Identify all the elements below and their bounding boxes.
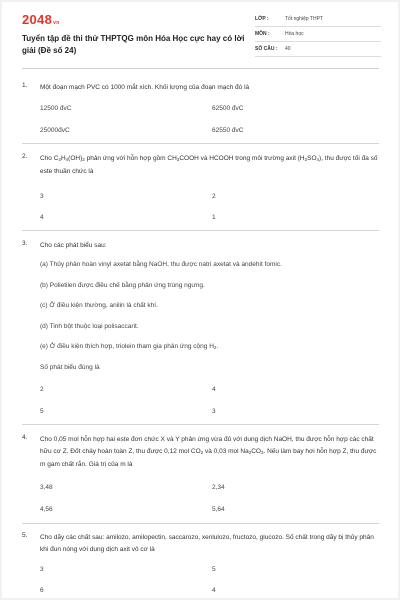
answer-option[interactable]: 4,56 — [40, 506, 53, 513]
question-divider — [22, 143, 379, 144]
exam-meta-table — [255, 12, 381, 57]
answer-option[interactable]: 62550 đvC — [212, 127, 244, 134]
answer-option[interactable]: 2 — [40, 386, 44, 393]
answer-option[interactable]: 5 — [40, 408, 44, 415]
question-text: Cho dãy các chất sau: amilozo, amilopectin, saccarozo, xenlulozo, fructozo, glucozo. Số chất trong dãy bị thủy phân khi đun nóng với dung dịch axit vô cơ là — [40, 534, 374, 553]
page-title: Tuyển tập đề thi thử THPTQG môn Hóa Học cực hay có lời giải (Đề số 24) — [22, 34, 245, 55]
question-divider — [22, 523, 379, 524]
answer-option[interactable]: 2 — [212, 193, 216, 200]
statement-a: (a) Thủy phân hoàn vinyl axetat bằng NaOH, thu được natri axetat và andehit fomic. — [40, 261, 282, 268]
question-number: 1. — [22, 82, 28, 89]
header-divider — [22, 68, 379, 69]
site-logo[interactable]: 2048vn — [22, 12, 60, 27]
meta-row-grade — [255, 12, 381, 27]
answer-option[interactable]: 25000đvC — [40, 127, 70, 134]
meta-value-subject: Hóa học — [285, 31, 304, 37]
answer-option[interactable]: 3 — [40, 193, 44, 200]
answer-option[interactable]: 3 — [40, 566, 44, 573]
question-text: Cho 0,05 mol hỗn hợp hai este đơn chức X và Y phản ứng vừa đủ với dung dịch NaOH, thu được hỗn hợp các chất hữu cơ Z. Đốt cháy hoàn toàn Z, thu được 0,12 mol $CO_2$ và 0,03 mol $Na_2CO_3$. Nếu làm bay hơi hỗn hợp Z, thu được m gam chất rắn. Giá trị của m là — [40, 436, 377, 468]
answer-option[interactable]: 2,34 — [212, 484, 225, 491]
statement-d: (d) Tinh bột thuộc loại polisaccarit. — [40, 323, 139, 330]
question-number: 5. — [22, 532, 28, 539]
meta-value-grade: Tốt nghiệp THPT — [285, 16, 323, 22]
answer-option[interactable]: 5 — [212, 566, 216, 573]
question-number: 4. — [22, 434, 28, 441]
meta-label-subject: MÔN : — [255, 31, 270, 37]
statement-b: (b) Polietilen được điều chế bằng phản ứng trùng ngưng. — [40, 282, 205, 289]
answer-option[interactable]: 4 — [212, 386, 216, 393]
answer-option[interactable]: 1 — [212, 214, 216, 221]
question-number: 3. — [22, 240, 28, 247]
answer-option[interactable]: 4 — [212, 587, 216, 594]
question-text: Cho $C_2H_4(OH)_2$ phản ứng với hỗn hợp gồm $CH_3COOH$ và HCOOH trong môi trường axit $(H_2SO_4)$, thu được tối đa số este thuần chức là — [40, 155, 378, 175]
meta-label-question-count: SỐ CÂU : — [255, 46, 278, 52]
question-text: Một đoạn mạch PVC có 1000 mắt xích. Khối lượng của đoạn mạch đó là — [40, 84, 250, 91]
statement-question: Số phát biểu đúng là — [40, 364, 100, 371]
meta-row-question-count — [255, 42, 381, 57]
answer-option[interactable]: 6 — [40, 587, 44, 594]
meta-row-subject — [255, 27, 381, 42]
answer-option[interactable]: 3,48 — [40, 484, 53, 491]
document-page — [2, 2, 398, 598]
statement-e: (e) Ở điều kiện thích hợp, triolein tham gia phản ứng cộng $H_2$. — [40, 343, 219, 350]
question-number: 2. — [22, 153, 28, 160]
statement-c: (c) Ở điều kiện thường, anilin là chất khí. — [40, 302, 158, 309]
question-divider — [22, 230, 379, 231]
meta-value-question-count: 40 — [285, 46, 291, 52]
answer-option[interactable]: 5,64 — [212, 506, 225, 513]
answer-option[interactable]: 12500 đvC — [40, 105, 72, 112]
answer-option[interactable]: 4 — [40, 214, 44, 221]
question-divider — [22, 424, 379, 425]
answer-option[interactable]: 62500 đvC — [212, 105, 244, 112]
question-text: Cho các phát biểu sau: — [40, 242, 107, 249]
answer-option[interactable]: 3 — [212, 408, 216, 415]
meta-label-grade: LỚP : — [255, 16, 269, 22]
